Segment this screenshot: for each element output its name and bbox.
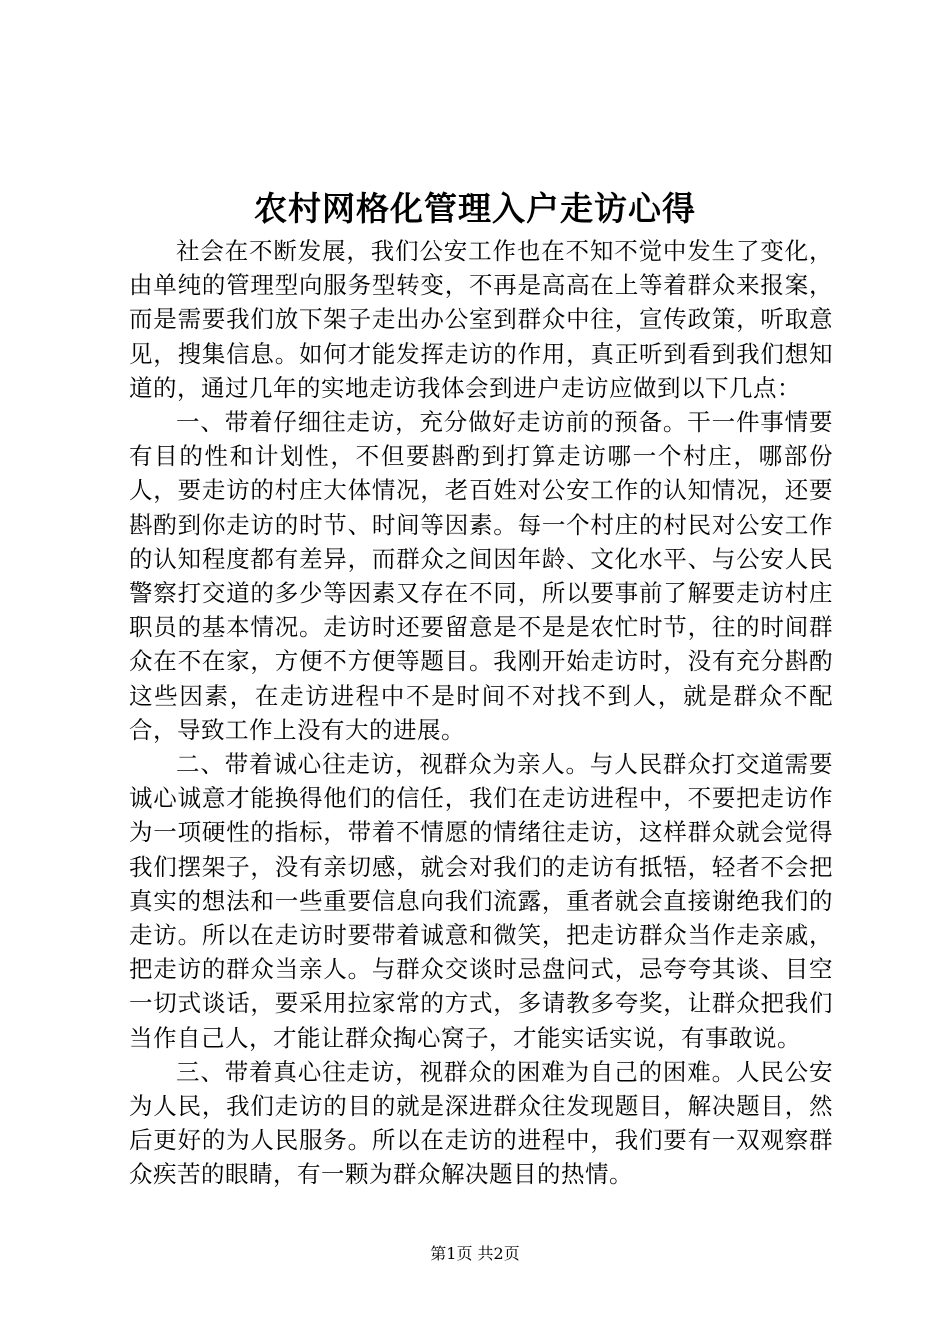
document-title: 农村网格化管理入户走访心得 — [254, 189, 696, 228]
paragraph-point-one: 一、带着仔细往走访，充分做好走访前的预备。干一件事情要有目的性和计划性，不但要斟酌到打算走访哪一个村庄，哪部份人，要走访的村庄大体情况，老百姓对公安工作的认知情况，还要斟酌到你走访的时节、时间等因素。每一个村庄的村民对公安工作的认知程度都有差异，而群众之间因年龄、文化水平、与公安人民警察打交道的多少等因素又存在不同，所以要事前了解要走访村庄职员的基本情况。走访时还要留意是不是是农忙时节，往的时间群众在不在家，方便不方便等题目。我刚开始走访时，没有充分斟酌这些因素，在走访进程中不是时间不对找不到人，就是群众不配合，导致工作上没有大的进展。 — [129, 408, 833, 744]
paragraph-point-three: 三、带着真心往走访，视群众的困难为自己的困难。人民公安为人民，我们走访的目的就是深进群众往发现题目，解决题目，然后更好的为人民服务。所以在走访的进程中，我们要有一双观察群众疾苦的眼睛，有一颗为群众解决题目的热情。 — [129, 1057, 833, 1189]
paragraph-intro: 社会在不断发展，我们公安工作也在不知不觉中发生了变化，由单纯的管理型向服务型转变，不再是高高在上等着群众来报案，而是需要我们放下架子走出办公室到群众中往，宣传政策，听取意见，搜集信息。如何才能发挥走访的作用，真正听到看到我们想知道的，通过几年的实地走访我体会到进户走访应做到以下几点： — [129, 237, 833, 402]
page-number-footer: 第1页 共2页 — [430, 1244, 520, 1263]
paragraph-point-two: 二、带着诚心往走访，视群众为亲人。与人民群众打交道需要诚心诚意才能换得他们的信任，我们在走访进程中，不要把走访作为一项硬性的指标，带着不情愿的情绪往走访，这样群众就会觉得我们摆架子，没有亲切感，就会对我们的走访有抵牾，轻者不会把真实的想法和一些重要信息向我们流露，重者就会直接谢绝我们的走访。所以在走访时要带着诚意和微笑，把走访群众当作走亲戚，把走访的群众当亲人。与群众交谈时忌盘问式，忌夸夸其谈、目空一切式谈话，要采用拉家常的方式，多请教多夸奖，让群众把我们当作自己人，才能让群众掏心窝子，才能实话实说，有事敢说。 — [129, 750, 833, 1052]
document-body — [129, 234, 833, 1192]
